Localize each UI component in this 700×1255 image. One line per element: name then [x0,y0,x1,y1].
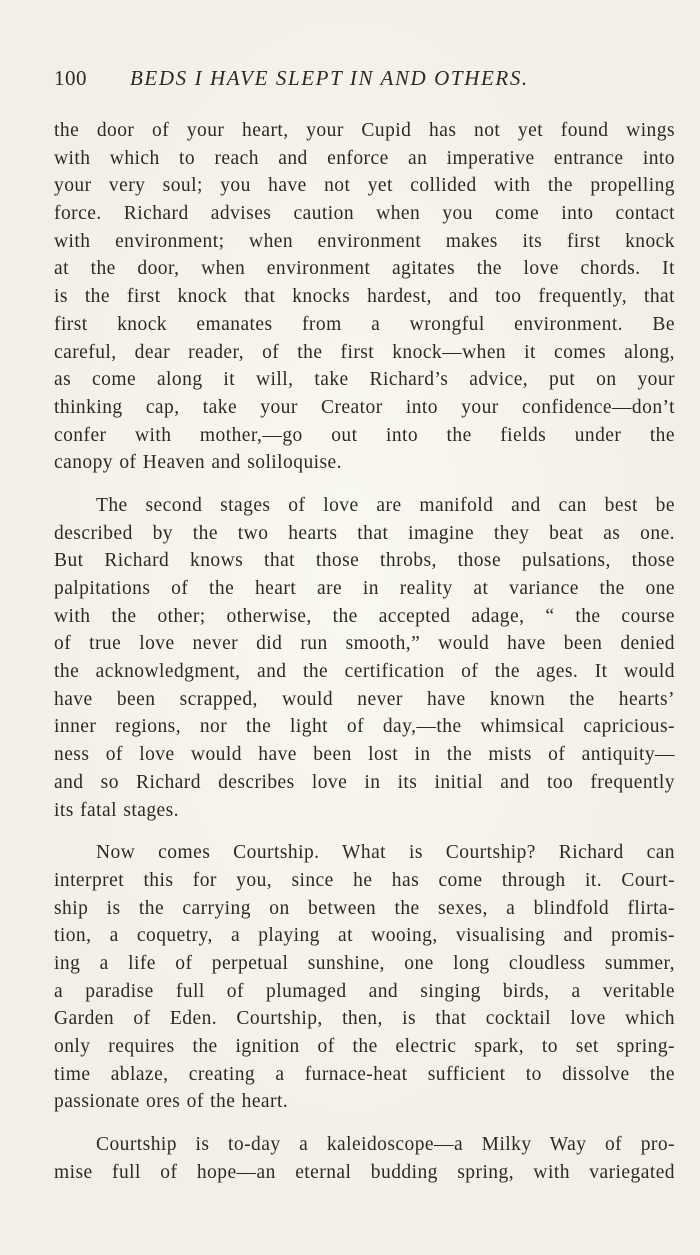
running-head [54,63,674,93]
text-line: only requires the ignition of the electric spark, to set spring- [54,1036,675,1057]
text-line: described by the two hearts that imagine they beat as one. [54,522,675,544]
text-line: time ablaze, creating a furnace-heat sufficient to dissolve the [54,1063,675,1085]
text-line: ship is the carrying on between the sexes, a blindfold flirta- [54,897,675,919]
text-line: interpret this for you, since he has come through it. Court- [54,869,675,891]
paragraph-gap [54,477,675,492]
text-line: your very soul; you have not yet collided with the propelling [54,175,675,197]
text-line: canopy of Heaven and soliloquise. [54,452,342,474]
running-title: BEDS I HAVE SLEPT IN AND OTHERS. [130,66,529,90]
text-line: inner regions, nor the light of day,—the whimsical capricious- [54,716,675,738]
text-line: tion, a coquetry, a playing at wooing, visualising and promis- [54,925,675,947]
paragraph [54,117,675,477]
text-line: The second stages of love are manifold and can best be [96,494,675,516]
paragraph-gap [54,824,675,839]
text-line: Courtship is to-day a kaleidoscope—a Milky Way of pro- [96,1134,675,1156]
text-line: passionate ores of the heart. [54,1091,289,1113]
text-line: at the door, when environment agitates the love chords. It [54,258,675,280]
text-line: thinking cap, take your Creator into your confidence—don’t [54,396,675,418]
text-line: force. Richard advises caution when you come into contact [54,203,675,225]
page-number: 100 [54,66,87,90]
text-line: ness of love would have been lost in the mists of antiquity— [54,744,675,766]
text-line: the acknowledgment, and the certification of the ages. It would [54,661,675,683]
text-line: confer with mother,—go out into the fields under the [54,424,675,446]
paragraph [54,839,675,1116]
text-line: Garden of Eden. Courtship, then, is that cocktail love which [54,1008,675,1030]
body-text [54,117,675,1186]
text-line: palpitations of the heart are in reality at variance the one [54,578,675,599]
text-line: with which to reach and enforce an imperative entrance into [54,147,675,169]
text-line: with the other; otherwise, the accepted adage, “ the course [54,605,675,627]
text-line: first knock emanates from a wrongful environment. Be [54,313,675,335]
text-line: careful, dear reader, of the first knock—when it comes along, [54,341,675,363]
text-line: ing a life of perpetual sunshine, one long cloudless summer, [54,952,675,974]
text-line: is the first knock that knocks hardest, and too frequently, that [54,286,675,308]
text-line: But Richard knows that those throbs, those pulsations, those [54,550,675,572]
text-line: have been scrapped, would never have known the hearts’ [54,688,675,710]
text-line: its fatal stages. [54,799,179,821]
text-line: as come along it will, take Richard’s advice, put on your [54,369,675,391]
text-line: mise full of hope—an eternal budding spring, with variegated [54,1161,675,1183]
paragraph [54,1131,675,1186]
text-line: a paradise full of plumaged and singing birds, a veritable [54,980,675,1002]
text-line: and so Richard describes love in its initial and too frequently [54,771,675,793]
text-line: the door of your heart, your Cupid has not yet found wings [54,120,675,141]
text-line: with environment; when environment makes its first knock [54,230,675,252]
text-line: of true love never did run smooth,” would have been denied [54,633,675,655]
paragraph-gap [54,1116,675,1131]
paragraph [54,492,675,824]
text-line: Now comes Courtship. What is Courtship? Richard can [96,842,675,864]
